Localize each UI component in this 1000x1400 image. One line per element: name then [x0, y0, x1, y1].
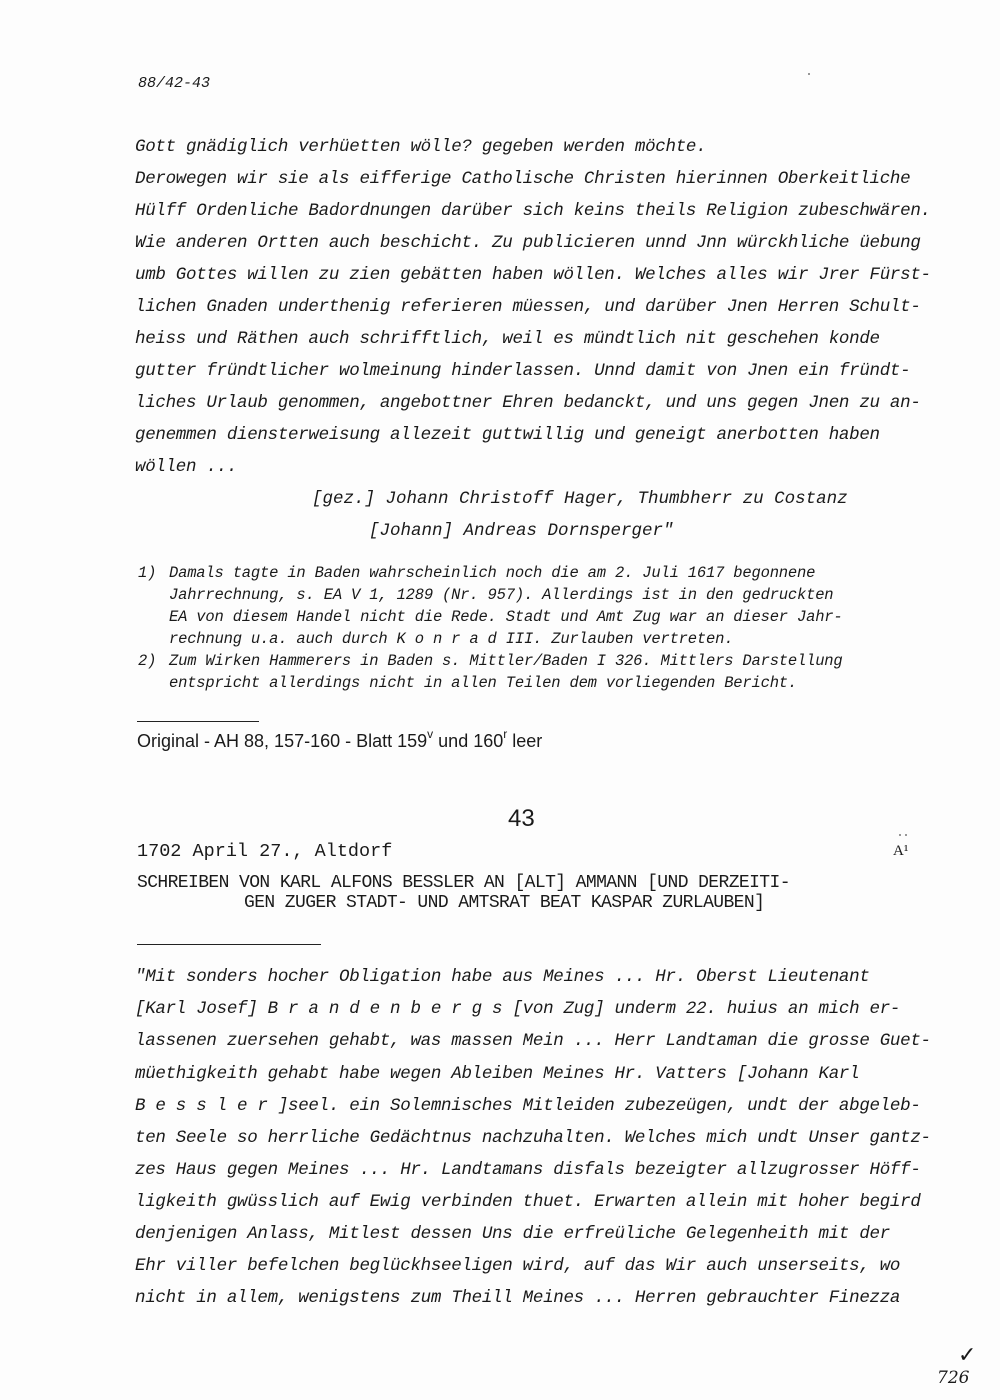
document-text-line: ligkeith gwüsslich auf Ewig verbinden thuet. Erwarten allein mit hoher begird	[135, 1192, 921, 1212]
signature-line: [gez.] Johann Christoff Hager, Thumbherr zu Costanz	[312, 489, 848, 509]
section-divider	[137, 721, 259, 722]
source-note-sup-recto: r	[503, 727, 508, 741]
footnote-line: Zum Wirken Hammerers in Baden s. Mittler/Baden I 326. Mittlers Darstellung	[169, 652, 843, 670]
original-marker: A¹	[893, 843, 909, 859]
document-text-line: denjenigen Anlass, Mitlest dessen Uns die erfreüliche Gelegenheith mit der	[135, 1224, 890, 1244]
document-title-line: SCHREIBEN VON KARL ALFONS BESSLER AN [ALT] AMMANN [UND DERZEITI-	[137, 873, 790, 893]
letter-line: liches Urlaub genommen, angebottner Ehren bedanckt, und uns gegen Jnen zu an-	[135, 393, 921, 413]
document-text-line: müethigkeith gehabt habe wegen Ableiben Meines Hr. Vatters [Johann Karl	[135, 1064, 860, 1084]
margin-dot	[905, 834, 907, 836]
footnote-line: Damals tagte in Baden wahrscheinlich noch die am 2. Juli 1617 begonnene	[169, 564, 816, 582]
letter-line: wöllen ...	[135, 457, 238, 477]
letter-line: umb Gottes willen zu zien gebätten haben wöllen. Welches alles wir Jrer Fürst-	[135, 265, 931, 285]
document-text-line: lassenen zuersehen gehabt, was massen Mein ... Herr Landtaman die grosse Guet-	[135, 1031, 931, 1051]
footnote-number: 2)	[138, 652, 157, 670]
source-note-mid: und 160	[433, 731, 504, 751]
archive-reference: 88/42-43	[138, 75, 211, 92]
document-text-line: ten Seele so herrliche Gedächtnus nachzuhalten. Welches mich undt Unser gantz-	[135, 1128, 931, 1148]
letter-line: Wie anderen Ortten auch beschicht. Zu publicieren unnd Jnn würckhliche üebung	[135, 233, 921, 253]
source-note-sup-verso: v	[427, 727, 434, 741]
letter-line: lichen Gnaden underthenig referieren müessen, und darüber Jnen Herren Schult-	[135, 297, 921, 317]
letter-line: genemmen diensterweisung allezeit guttwillig und geneigt anerbotten haben	[135, 425, 880, 445]
letter-line: heiss und Räthen auch schrifftlich, weil es mündtlich nit geschehen konde	[135, 329, 880, 349]
footnote-line: Jahrrechnung, s. EA V 1, 1289 (Nr. 957). Allerdings ist in den gedruckten	[169, 586, 834, 604]
footnote-number: 1)	[138, 564, 157, 582]
letter-line: Derowegen wir sie als eifferige Catholische Christen hierinnen Oberkeitliche	[135, 169, 911, 189]
source-note-suffix: leer	[507, 731, 543, 751]
document-text-line: B e s s l e r ]seel. ein Solemnisches Mitleiden zubezeügen, undt der abgeleb-	[135, 1096, 921, 1116]
margin-dot	[899, 834, 901, 836]
title-divider	[137, 944, 321, 945]
document-text-line: [Karl Josef] B r a n d e n b e r g s [von Zug] underm 22. huius an mich er-	[135, 999, 901, 1019]
signature-line: [Johann] Andreas Dornsperger"	[369, 521, 674, 541]
letter-line: Gott gnädiglich verhüetten wölle? gegeben werden möchte.	[135, 137, 707, 157]
source-note	[137, 727, 543, 752]
footnote-line: entspricht allerdings nicht in allen Teilen dem vorliegenden Bericht.	[169, 674, 798, 692]
handwritten-page-number: 726	[937, 1368, 970, 1388]
document-text-line: Ehr viller befelchen beglückhseeligen wird, auf das Wir auch unserseits, wo	[135, 1256, 901, 1276]
letter-line: Hülff Ordenliche Badordnungen darüber sich keins theils Religion zubeschwären.	[135, 201, 931, 221]
document-text-line: nicht in allem, wenigstens zum Theill Meines ... Herren gebrauchter Finezza	[135, 1288, 901, 1308]
document-text-line: zes Haus gegen Meines ... Hr. Landtamans disfals bezeigter allzugrosser Höff-	[135, 1160, 921, 1180]
document-date-place: 1702 April 27., Altdorf	[137, 841, 393, 862]
document-number: 43	[508, 805, 535, 832]
footnote-line: rechnung u.a. auch durch K o n r a d III. Zurlauben vertreten.	[169, 630, 734, 648]
scan-speck	[808, 73, 810, 75]
document-title-line: GEN ZUGER STADT- UND AMTSRAT BEAT KASPAR ZURLAUBEN]	[244, 893, 765, 913]
document-text-line: "Mit sonders hocher Obligation habe aus Meines ... Hr. Oberst Lieutenant	[135, 967, 870, 987]
source-note-prefix: Original - AH 88, 157-160 - Blatt 159	[137, 731, 428, 751]
letter-line: gutter fründtlicher wolmeinung hinderlassen. Unnd damit von Jnen ein fründt-	[135, 361, 911, 381]
check-mark-icon: ✓	[958, 1343, 977, 1368]
footnote-line: EA von diesem Handel nicht die Rede. Stadt und Amt Zug war an dieser Jahr-	[169, 608, 843, 626]
